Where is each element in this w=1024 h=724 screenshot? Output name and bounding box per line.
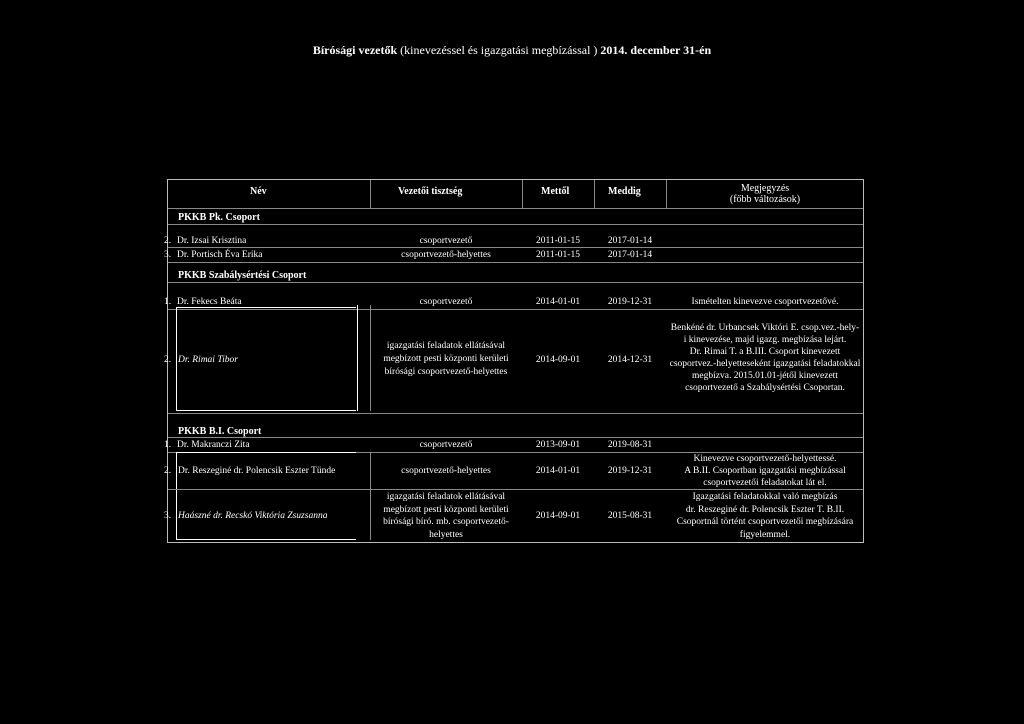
row-num: 1. [164,440,172,450]
position-line: megbízott pesti központi kerületi [383,354,509,364]
position-line: igazgatási feladatok ellátásával [386,341,506,351]
note-line: i kinevezése, majd igazg. megbízása lejárt. [683,335,847,345]
note-line: Dr. Rimai T. a B.III. Csoport kinevezett [689,347,841,357]
row-num: 2. [164,466,172,476]
header-note-line2: (főbb változások) [729,194,801,205]
header-from: Mettől [541,186,570,197]
row-name: Dr. Fekecs Beáta [177,297,242,307]
note-line: dr. Reszeginé dr. Polencsik Eszter T. B.II. [685,504,845,515]
row-from: 2014-09-01 [535,511,581,521]
row-to: 2019-12-31 [607,466,653,476]
cell-border [176,307,356,308]
row-note [665,453,865,489]
title-part1: Bírósági vezetők [312,43,398,57]
row-position: csoportvezető [419,297,473,307]
row-name: Dr. Makranczi Zita [177,440,250,450]
row-position: csoportvezető-helyettes [401,250,491,260]
row-from: 2014-09-01 [535,355,581,365]
group-label-bi: PKKB B.I. Csoport [178,426,262,437]
row-num: 3. [164,511,172,521]
column-divider [666,180,667,208]
row-num: 2. [164,355,172,365]
row-from: 2014-01-01 [535,297,581,307]
note-line: Kinevezve csoportvezető-helyettessé. [693,454,837,464]
row-to: 2019-08-31 [607,440,653,450]
column-divider [370,452,371,540]
row-divider [168,437,863,438]
cell-border [176,410,356,411]
note-line: Igazgatási feladatokkal való megbízás [692,492,838,502]
title-part3: 2014. december 31-én [600,43,712,57]
note-line: A B.II. Csoportban igazgatási megbízással [684,466,846,476]
row-name: Haászné dr. Recskó Viktória Zsuzsanna [178,511,328,521]
row-name: Dr. Rimai Tibor [178,355,238,365]
header-note [690,183,840,205]
position-line: megbízott pesti központi kerületi [383,504,509,515]
position-line: helyettes [429,529,463,540]
header-name: Név [250,186,267,197]
row-position [370,340,522,379]
row-from: 2013-09-01 [535,440,581,450]
header-divider [168,208,863,209]
row-divider [168,489,863,490]
row-divider [168,262,863,263]
column-divider [594,180,595,208]
cell-border [176,452,356,453]
row-num: 3. [164,250,172,260]
row-name: Dr. Izsai Krisztina [177,236,247,246]
row-divider [168,282,863,283]
column-divider [370,305,371,411]
note-line: csoportvezető a Szabálysértési Csoportan. [685,383,845,393]
row-position: csoportvezető-helyettes [401,466,491,476]
row-position [370,491,522,541]
group-label-szabalysertes: PKKB Szabálysértési Csoport [178,270,307,281]
row-num: 1. [164,297,172,307]
row-from: 2014-01-01 [535,466,581,476]
column-divider [370,180,371,208]
note-line: Benkéné dr. Urbancsek Viktóri E. csop.vez.-hely- [670,323,860,333]
row-name: Dr. Portisch Éva Erika [177,250,263,260]
row-to: 2014-12-31 [607,355,653,365]
row-divider [168,247,863,248]
row-position: csoportvezető [419,440,473,450]
row-to: 2019-12-31 [607,297,653,307]
row-to: 2015-08-31 [607,511,653,521]
title-part2: (kinevezéssel és igazgatási megbízással ) [400,43,598,57]
note-line: csoportvezetői feladatokat lát el. [703,478,827,488]
position-line: igazgatási feladatok ellátásával [386,492,506,502]
note-line: megbízva. 2015.01.01-jétől kinevezett [692,371,838,381]
position-line: bírósági bíró. mb. csoportvezető- [383,517,509,527]
cell-border [176,307,177,411]
column-divider [522,180,523,208]
note-line: Csoportnál történt csoportvezetői megbízására [676,517,854,527]
column-divider [357,305,358,411]
row-note [665,322,865,394]
row-to: 2017-01-14 [607,236,653,246]
row-from: 2011-01-15 [536,236,580,246]
document-title [0,43,1024,58]
group-label-pk: PKKB Pk. Csoport [178,212,260,223]
cell-border [176,452,177,540]
note-line: csoportvez.-helyetteseként igazgatási feladatokkal [669,359,861,369]
row-note: Ismételten kinevezve csoportvezetővé. [691,297,839,307]
row-from: 2011-01-15 [536,250,580,260]
row-divider [168,224,863,225]
row-name: Dr. Reszeginé dr. Polencsik Eszter Tünde [178,466,336,476]
header-to: Meddig [608,186,641,197]
row-position: csoportvezető [419,236,473,246]
position-line: bírósági csoportvezető-helyettes [384,367,508,377]
header-note-line1: Megjegyzés [740,183,790,194]
row-note [665,491,865,541]
row-to: 2017-01-14 [607,250,653,260]
note-line: figyelemmel. [739,529,791,540]
cell-border [176,539,356,540]
header-position: Vezetői tisztség [398,186,463,197]
row-divider [168,309,863,310]
row-num: 2. [164,236,172,246]
row-divider [168,413,863,414]
